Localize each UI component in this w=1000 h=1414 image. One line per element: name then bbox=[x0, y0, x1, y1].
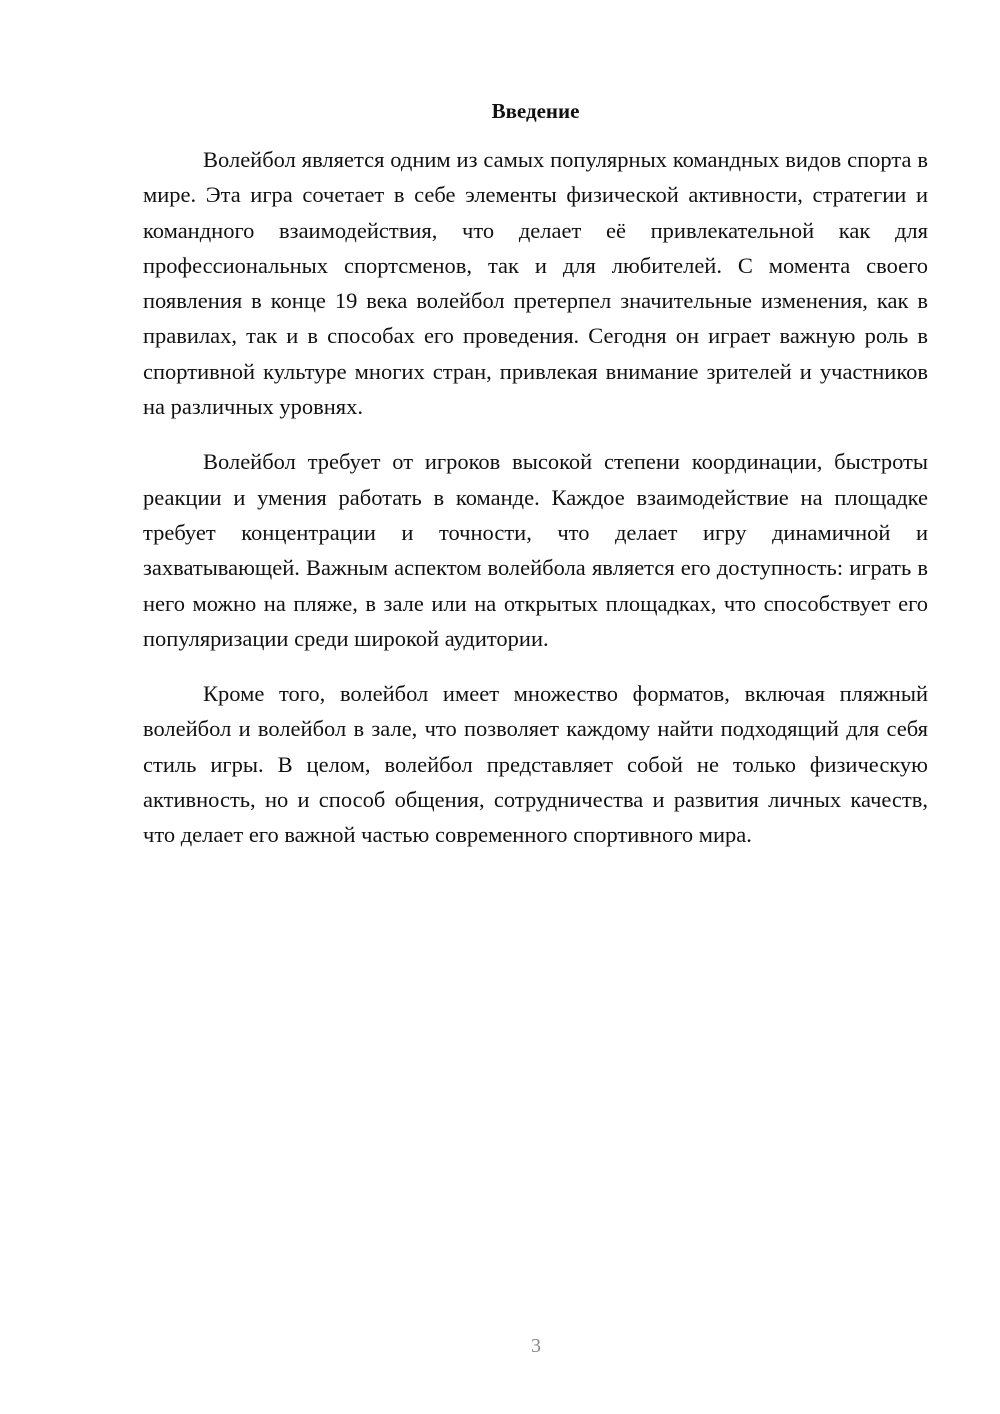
paragraph-1: Волейбол является одним из самых популярных командных видов спорта в мире. Эта игра сочетает в себе элементы физической активности, стратегии и командного взаимодействия, что делает её привлекательной как для профессиональных спортсменов, так и для любителей. С момента своего появления в конце 19 века волейбол претерпел значительные изменения, как в правилах, так и в способах его проведения. Сегодня он играет важную роль в спортивной культуре многих стран, привлекая внимание зрителей и участников на различных уровнях. bbox=[143, 147, 928, 420]
document-body bbox=[143, 142, 928, 853]
paragraph-2: Волейбол требует от игроков высокой степени координации, быстроты реакции и умения работать в команде. Каждое взаимодействие на площадке требует концентрации и точности, что делает игру динамичной и захватывающей. Важным аспектом волейбола является его доступность: играть в него можно на пляже, в зале или на открытых площадках, что способствует его популяризации среди широкой аудитории. bbox=[143, 449, 928, 651]
page-title: Введение bbox=[491, 99, 580, 123]
paragraph-3: Кроме того, волейбол имеет множество форматов, включая пляжный волейбол и волейбол в зале, что позволяет каждому найти подходящий для себя стиль игры. В целом, волейбол представляет собой не только физическую активность, но и способ общения, сотрудничества и развития личных качеств, что делает его важной частью современного спортивного мира. bbox=[143, 681, 928, 848]
page-number: 3 bbox=[531, 1335, 541, 1357]
